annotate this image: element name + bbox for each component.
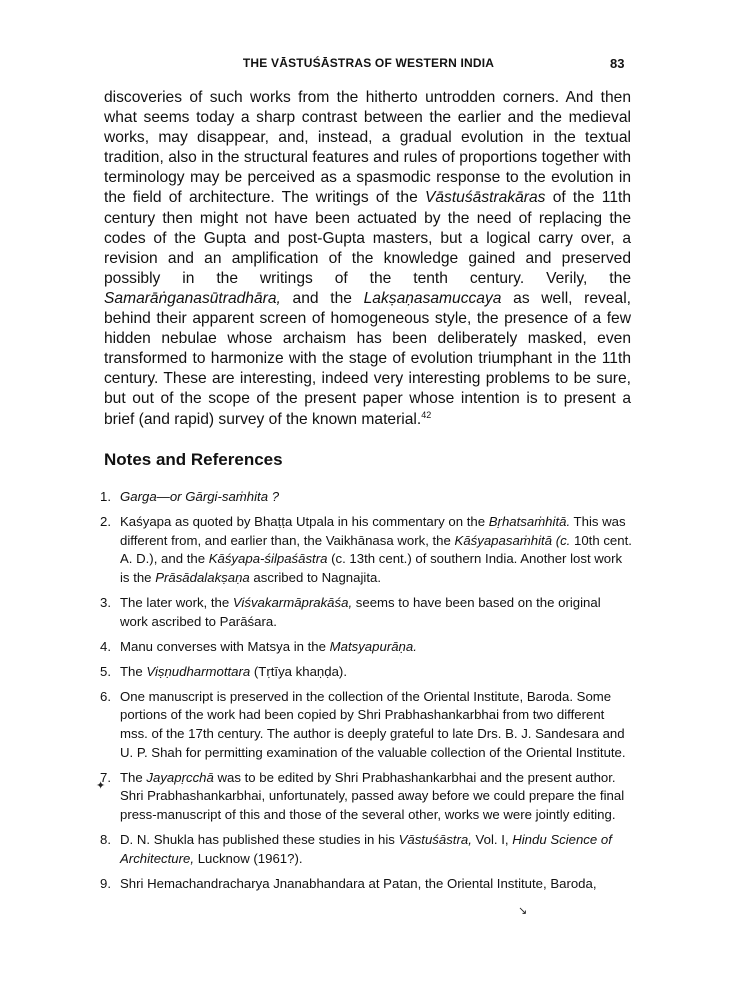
- italic-title: Garga—or Gārgi-saṁhita ?: [120, 489, 280, 504]
- text-run: Vol. I,: [471, 832, 513, 847]
- note-item: [100, 638, 632, 657]
- text-run: This was different from, and earlier than, the Vaikhānasa work, the: [120, 514, 626, 548]
- italic-title: Prāsādalakṣaṇa: [155, 569, 250, 585]
- text-run: Lucknow (1961?).: [194, 850, 303, 866]
- text-run: The: [120, 663, 147, 679]
- text-run: Shri Hemachandracharya Jnanabhandara at Patan, the Oriental Institute, Baroda,: [120, 875, 597, 891]
- notes-list: [100, 488, 632, 900]
- italic-title: Hindu Science of Architecture,: [120, 832, 612, 866]
- italic-title: Vāstuśāstra,: [398, 832, 472, 847]
- italic-title: Kāśyapa-śilpaśāstra: [208, 551, 328, 567]
- note-item: [100, 875, 632, 894]
- text-run: of the 11th century then might not have been actuated by the need of replacing the codes of the Gupta and post-Gupta masters, but a logical carry over, a revision and an amplification of the knowledge gained and preserved possibly in the writings of the tenth century. Verily, the: [104, 189, 631, 287]
- footnote-reference: 42: [421, 409, 432, 420]
- note-item: [100, 663, 632, 682]
- text-run: Kaśyapa as quoted by Bhaṭṭa Utpala in his commentary on the: [120, 514, 489, 530]
- running-title: THE VĀSTUŚĀSTRAS OF WESTERN INDIA: [242, 56, 495, 70]
- text-run: The later work, the: [120, 594, 233, 610]
- italic-title: Viṣṇudharmottara: [146, 663, 251, 679]
- page-number: 83: [610, 56, 625, 71]
- note-number: 2.: [100, 514, 111, 530]
- margin-mark-icon: ↘: [518, 905, 528, 917]
- note-number: 7.: [100, 769, 111, 785]
- note-number: 1.: [100, 489, 111, 504]
- text-run: was to be edited by Shri Prabhashankarbhai and the present author. Shri Prabhashankarbhai, unfortunately, passed away before we could prepare the final press-manuscript of this and those of the several other, works we were jointly editing.: [120, 769, 625, 822]
- italic-title: Viśvakarmāprakāśa,: [232, 594, 353, 610]
- italic-title: Jayapṛcchā: [146, 769, 214, 785]
- italic-title: Kāśyapasaṁhitā (c.: [454, 532, 571, 548]
- margin-mark-icon: ✦: [96, 780, 106, 792]
- page-header: [0, 56, 737, 76]
- text-run: 10th cent. A. D.), and the: [120, 532, 632, 567]
- text-run: D. N. Shukla has published these studies in his: [120, 832, 399, 847]
- body-paragraph: [104, 88, 631, 430]
- text-run: The: [120, 769, 147, 785]
- note-number: 6.: [100, 688, 111, 704]
- note-number: 3.: [100, 594, 111, 610]
- text-run: seems to have been based on the original work ascribed to Parāśara.: [120, 594, 601, 629]
- text-run: (Tṛtīya khaṇḍa).: [250, 663, 347, 679]
- note-number: 5.: [100, 663, 111, 679]
- text-run: ascribed to Nagnajita.: [249, 569, 381, 585]
- note-item: [100, 488, 632, 507]
- text-run: as well, reveal, behind their apparent screen of homogeneous style, the presence of a few hidden nebulae whose archaism has been deliberately masked, even transformed to harmonize with the stage of evolution triumphant in the 11th century. These are interesting, indeed very interesting problems to be sure, but out of the scope of the present paper whose intention is to present a brief (and rapid) survey of the known material.: [104, 289, 631, 428]
- note-item: [100, 769, 632, 825]
- note-item: [100, 688, 632, 762]
- italic-title: Samarāṅganasūtradhāra,: [104, 289, 281, 307]
- text-run: One manuscript is preserved in the collection of the Oriental Institute, Baroda. Some portions of the work had been copied by Shri Prabhashankarbhai from two different mss. of the 17th century. The author is deeply grateful to late Drs. B. J. Sandesara and U. P. Shah for permitting examination of the valuable collection of the Oriental Institute.: [120, 688, 626, 760]
- note-item: [100, 513, 632, 587]
- note-number: 9.: [100, 875, 111, 891]
- text-run: (c. 13th cent.) of southern India. Another lost work is the: [120, 551, 623, 585]
- note-number: 4.: [100, 638, 111, 654]
- note-item: [100, 594, 632, 631]
- text-run: Manu converses with Matsya in the: [120, 638, 330, 654]
- note-number: 8.: [100, 832, 111, 847]
- italic-title: Vāstuśāstrakāras: [424, 189, 546, 207]
- notes-heading: Notes and References: [104, 450, 283, 469]
- text-run: and the: [280, 289, 364, 307]
- text-run: discoveries of such works from the hitherto untrodden corners. And then what seems today a sharp contrast between the earlier and the medieval works, may disappear, and, instead, a gradual evolution in the textual tradition, also in the structural features and rules of proportions together with terminology may be perceived as a spasmodic response to the evolution in the field of architecture. The writings of the: [104, 89, 631, 207]
- note-item: [100, 831, 632, 868]
- italic-title: Lakṣaṇasamuccaya: [363, 289, 502, 307]
- italic-title: Matsyapurāṇa.: [329, 638, 417, 654]
- italic-title: Bṛhatsaṁhitā.: [488, 514, 571, 530]
